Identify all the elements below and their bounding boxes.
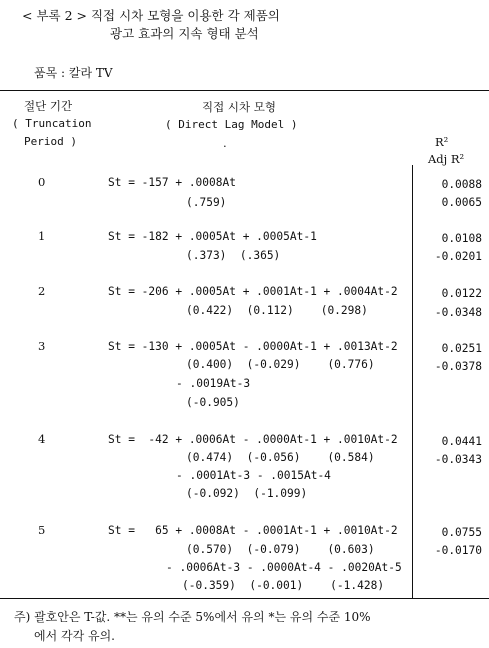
appendix-title-line1: < 부록 2 > 직접 시차 모형을 이용한 각 제품의	[22, 8, 280, 23]
adj-r2-value: -0.0170	[434, 544, 482, 557]
lag-value: 0	[38, 175, 46, 189]
t-values: (0.422) (0.112) (0.298)	[186, 304, 368, 317]
r2-value: 0.0251	[441, 342, 482, 355]
t-values: (0.570) (-0.079) (0.603)	[186, 543, 375, 556]
t-values-continued: (-0.092) (-1.099)	[186, 487, 308, 500]
lag-value: 4	[38, 432, 46, 446]
table-bottom-rule	[0, 598, 489, 599]
model-equation: St = -206 + .0005At + .0001At-1 + .0004At-2	[108, 285, 398, 298]
table-top-rule	[0, 90, 489, 91]
r2-value: 0.0088	[441, 178, 482, 191]
col-header-period-en1: ( Truncation	[12, 117, 92, 130]
t-values-continued: (-0.359) (-0.001) (-1.428)	[182, 579, 385, 592]
model-equation: St = -42 + .0006At - .0000At-1 + .0010At-2	[108, 433, 398, 446]
col-header-model-ko: 직접 시차 모형	[202, 100, 276, 114]
r2-value: 0.0441	[441, 435, 482, 448]
adj-r2-value: -0.0378	[434, 360, 482, 373]
lag-value: 2	[38, 284, 46, 298]
model-equation: St = -157 + .0008At	[108, 176, 236, 189]
lag-value: 1	[38, 229, 46, 243]
model-equation: St = 65 + .0008At - .0001At-1 + .0010At-2	[108, 524, 398, 537]
footnote-line1: 주) 괄호안은 T-값. **는 유의 수준 5%에서 유의 *는 유의 수준 10%	[14, 610, 371, 624]
lag-value: 3	[38, 339, 46, 353]
model-equation-continued: - .0019At-3	[176, 377, 251, 390]
r2-value: 0.0108	[441, 232, 482, 245]
stats-column-divider	[412, 165, 413, 598]
adj-r2-value: -0.0348	[434, 306, 482, 319]
product-label: 품목 : 칼라 TV	[34, 66, 113, 80]
col-header-period-ko: 절단 기간	[24, 99, 73, 113]
model-equation-continued: - .0001At-3 - .0015At-4	[176, 469, 331, 482]
t-values-continued: (-0.905)	[186, 396, 240, 409]
lag-value: 5	[38, 523, 46, 537]
adj-r2-value: -0.0343	[434, 453, 482, 466]
model-equation: St = -182 + .0005At + .0005At-1	[108, 230, 317, 243]
col-header-adj-r2: Adj R²	[428, 152, 465, 166]
t-values: (.759)	[186, 196, 227, 209]
r2-value: 0.0755	[441, 526, 482, 539]
t-values: (0.400) (-0.029) (0.776)	[186, 358, 375, 371]
model-equation-continued: - .0006At-3 - .0000At-4 - .0020At-5	[166, 561, 402, 574]
model-equation: St = -130 + .0005At - .0000At-1 + .0013At-2	[108, 340, 398, 353]
adj-r2-value: -0.0201	[434, 250, 482, 263]
col-header-r2: R²	[435, 135, 449, 149]
adj-r2-value: 0.0065	[441, 196, 482, 209]
footnote-line2: 에서 각각 유의.	[34, 629, 115, 643]
col-header-model-en: ( Direct Lag Model )	[165, 118, 298, 131]
t-values: (0.474) (-0.056) (0.584)	[186, 451, 375, 464]
col-header-model-dot: .	[223, 136, 227, 150]
col-header-period-en2: Period )	[24, 135, 77, 148]
t-values: (.373) (.365)	[186, 249, 281, 262]
appendix-title-line2: 광고 효과의 지속 형태 분석	[110, 26, 259, 41]
r2-value: 0.0122	[441, 287, 482, 300]
